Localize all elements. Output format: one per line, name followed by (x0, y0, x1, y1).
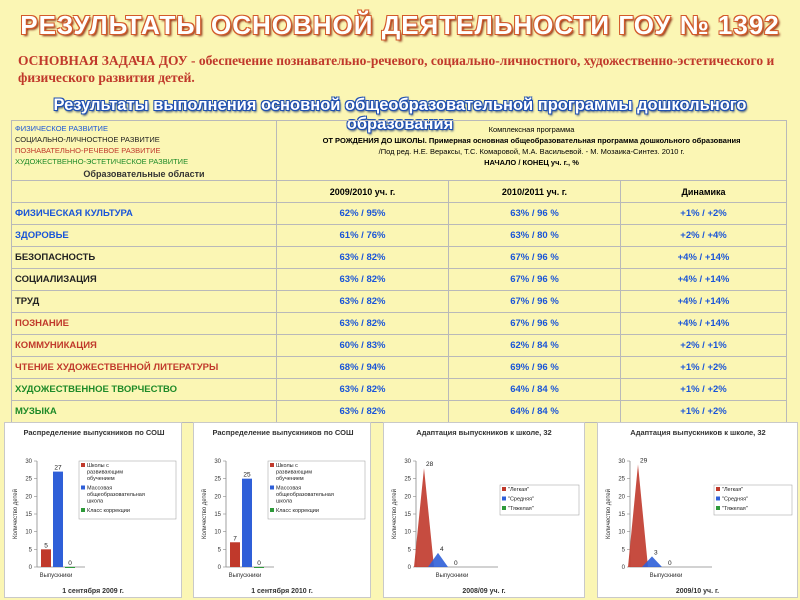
value-2010: 62% / 84 % (449, 335, 621, 357)
value-dynamics: +1% / +2% (621, 203, 787, 225)
value-dynamics: +2% / +4% (621, 225, 787, 247)
chart-panel-2009 (4, 422, 182, 598)
value-dynamics: +4% / +14% (621, 247, 787, 269)
area-cell: ХУДОЖЕСТВЕННОЕ ТВОРЧЕСТВО (12, 379, 277, 401)
x-axis-label: Выпускники (435, 573, 469, 579)
area-cell: ПОЗНАНИЕ (12, 313, 277, 335)
legend-swatch (81, 486, 85, 490)
areas-legend-cell (12, 121, 277, 181)
value-2010: 64% / 84 % (449, 379, 621, 401)
y-tick-label: 10 (25, 529, 32, 536)
value-2009: 63% / 82% (277, 269, 449, 291)
table-header-row-1 (12, 121, 787, 181)
chart-title: Адаптация выпускников к школе, 32 (416, 428, 552, 437)
section-subtitle: Результаты выполнения основной общеобразовательной программы дошкольного образования (53, 96, 747, 133)
bar (41, 549, 51, 567)
data-label: 7 (233, 535, 237, 543)
y-tick-label: 25 (25, 476, 32, 483)
legend-artistic: ХУДОЖЕСТВЕННО-ЭСТЕТИЧЕСКОЕ РАЗВИТИЕ (15, 157, 189, 166)
legend-entry: "Тяжелая" (508, 506, 534, 512)
chart-svg (194, 439, 370, 589)
legend-entry: Массовая общеобразовательная школа (87, 485, 145, 505)
value-2010: 63% / 80 % (449, 225, 621, 247)
y-tick-label: 0 (621, 565, 625, 571)
y-tick-label: 20 (25, 494, 32, 501)
y-tick-label: 15 (404, 512, 411, 518)
col-2009: 2009/2010 уч. г. (277, 181, 449, 203)
value-2009: 62% / 95% (277, 203, 449, 225)
program-line-3: /Под ред. Н.Е. Вераксы, Т.С. Комаровой, М.А. Васильевой. - М. Мозаика-Синтез. 2010 г. (378, 147, 685, 156)
value-2009: 63% / 82% (277, 291, 449, 313)
chart-footer: 1 сентября 2009 г. (62, 588, 124, 595)
chart-svg (5, 439, 181, 589)
table-row (12, 247, 787, 269)
table-row (12, 335, 787, 357)
page-title: РЕЗУЛЬТАТЫ ОСНОВНОЙ ДЕЯТЕЛЬНОСТИ ГОУ № 1392 (20, 10, 780, 40)
y-tick-label: 25 (214, 476, 221, 483)
value-dynamics: +2% / +1% (621, 335, 787, 357)
table-row (12, 401, 787, 423)
value-2010: 67% / 96 % (449, 269, 621, 291)
chart-svg (384, 439, 584, 589)
y-tick-label: 0 (28, 565, 32, 571)
chart-panel-adapt-2009 (597, 422, 798, 598)
value-2009: 63% / 82% (277, 401, 449, 423)
value-2009: 61% / 76% (277, 225, 449, 247)
value-2010: 63% / 96 % (449, 203, 621, 225)
area-peak (414, 468, 434, 567)
x-axis-label: Выпускники (649, 573, 683, 579)
legend-swatch (502, 497, 506, 501)
legend-swatch (716, 487, 720, 491)
area-cell: ТРУД (12, 291, 277, 313)
areas-header-spacer (12, 181, 277, 203)
table-row (12, 313, 787, 335)
chart-title: Распределение выпускников по СОШ (212, 428, 354, 437)
value-dynamics: +1% / +2% (621, 401, 787, 423)
area-cell: ФИЗИЧЕСКАЯ КУЛЬТУРА (12, 203, 277, 225)
legend-swatch (270, 463, 274, 467)
y-tick-label: 0 (407, 565, 411, 571)
y-tick-label: 30 (25, 459, 32, 465)
y-tick-label: 15 (25, 512, 32, 518)
table-row (12, 291, 787, 313)
data-label: 25 (243, 471, 251, 479)
y-tick-label: 20 (214, 494, 221, 501)
legend-entry: "Легкая" (722, 487, 744, 493)
data-label: 5 (44, 542, 48, 550)
value-dynamics: +4% / +14% (621, 291, 787, 313)
data-label: 0 (668, 560, 672, 567)
bar (254, 567, 264, 568)
data-label: 0 (257, 560, 261, 567)
value-2010: 67% / 96 % (449, 291, 621, 313)
legend-swatch (81, 463, 85, 467)
y-tick-label: 30 (618, 459, 625, 465)
program-cell (277, 121, 787, 181)
table-row (12, 203, 787, 225)
program-line-4: НАЧАЛО / КОНЕЦ уч. г., % (484, 158, 579, 167)
value-2009: 63% / 82% (277, 247, 449, 269)
y-tick-label: 5 (621, 547, 625, 554)
value-2009: 68% / 94% (277, 357, 449, 379)
y-tick-label: 15 (618, 512, 625, 518)
table-row (12, 379, 787, 401)
area-cell: ЧТЕНИЕ ХУДОЖЕСТВЕННОЙ ЛИТЕРАТУРЫ (12, 357, 277, 379)
value-2009: 63% / 82% (277, 379, 449, 401)
legend-swatch (270, 486, 274, 490)
y-tick-label: 5 (28, 547, 32, 554)
results-table (11, 120, 787, 423)
chart-footer: 1 сентября 2010 г. (251, 588, 313, 595)
value-dynamics: +1% / +2% (621, 379, 787, 401)
program-line-1: Комплексная программа (488, 125, 575, 134)
table-header-row-2 (12, 181, 787, 203)
legend-entry: Класс коррекции (87, 508, 130, 514)
y-tick-label: 10 (214, 529, 221, 536)
y-tick-label: 15 (214, 512, 221, 518)
y-tick-label: 20 (618, 494, 625, 501)
data-label: 27 (54, 464, 62, 472)
legend-swatch (81, 508, 85, 512)
chart-footer: 2009/10 уч. г. (675, 588, 720, 595)
y-tick-label: 25 (618, 476, 625, 483)
data-label: 3 (654, 549, 658, 557)
area-cell: СОЦИАЛИЗАЦИЯ (12, 269, 277, 291)
bar (230, 542, 240, 567)
legend-entry: Класс коррекции (276, 508, 319, 514)
table-body (12, 203, 787, 423)
legend-entry: "Средняя" (722, 496, 749, 503)
legend-swatch (270, 508, 274, 512)
legend-swatch (502, 506, 506, 510)
area-cell: ЗДОРОВЬЕ (12, 225, 277, 247)
areas-header: Образовательные области (83, 169, 205, 179)
data-label: 29 (640, 457, 648, 465)
value-2010: 67% / 96 % (449, 313, 621, 335)
data-label: 0 (454, 560, 458, 567)
col-dynamics: Динамика (621, 181, 787, 203)
y-axis-label: Количество детей (606, 489, 612, 539)
y-tick-label: 10 (404, 529, 411, 536)
chart-footer: 2008/09 уч. г. (462, 588, 506, 595)
table-row (12, 269, 787, 291)
col-2010: 2010/2011 уч. г. (449, 181, 621, 203)
legend-entry: "Легкая" (508, 487, 530, 493)
value-dynamics: +1% / +2% (621, 357, 787, 379)
legend-social: СОЦИАЛЬНО-ЛИЧНОСТНОЕ РАЗВИТИЕ (15, 135, 160, 144)
area-peak (628, 465, 648, 567)
y-tick-label: 5 (217, 547, 221, 554)
value-2010: 64% / 84 % (449, 401, 621, 423)
legend-physical: ФИЗИЧЕСКОЕ РАЗВИТИЕ (15, 124, 108, 133)
chart-svg (598, 439, 797, 589)
legend-swatch (716, 497, 720, 501)
chart-title: Распределение выпускников по СОШ (23, 428, 165, 437)
chart-title: Адаптация выпускников к школе, 32 (630, 428, 766, 437)
y-tick-label: 20 (404, 494, 411, 501)
legend-entry: "Тяжелая" (722, 506, 748, 512)
legend-swatch (502, 487, 506, 491)
area-cell: БЕЗОПАСНОСТЬ (12, 247, 277, 269)
x-axis-label: Выпускники (39, 573, 73, 579)
legend-swatch (716, 506, 720, 510)
value-2009: 63% / 82% (277, 313, 449, 335)
y-tick-label: 25 (404, 476, 411, 483)
legend-entry: Школы с развивающим обучением (87, 463, 123, 482)
table-row (12, 225, 787, 247)
data-label: 4 (440, 545, 444, 553)
y-axis-label: Количество детей (392, 489, 398, 539)
value-2010: 69% / 96 % (449, 357, 621, 379)
bar (65, 567, 75, 568)
y-tick-label: 0 (217, 565, 221, 571)
y-axis-label: Количество детей (202, 489, 208, 539)
y-tick-label: 30 (214, 459, 221, 465)
value-2010: 67% / 96 % (449, 247, 621, 269)
chart-panel-adapt-2008 (383, 422, 585, 598)
value-2009: 60% / 83% (277, 335, 449, 357)
legend-cognitive: ПОЗНАВАТЕЛЬНО-РЕЧЕВОЕ РАЗВИТИЕ (15, 146, 161, 155)
y-tick-label: 10 (618, 529, 625, 536)
y-tick-label: 5 (407, 547, 411, 554)
chart-panel-2010 (193, 422, 371, 598)
legend-entry: Массовая общеобразовательная школа (276, 485, 334, 505)
legend-entry: Школы с развивающим обучением (276, 463, 312, 482)
y-tick-label: 30 (404, 459, 411, 465)
y-axis-label: Количество детей (13, 489, 19, 539)
x-axis-label: Выпускники (228, 573, 262, 579)
table-row (12, 357, 787, 379)
value-dynamics: +4% / +14% (621, 313, 787, 335)
main-task-text: ОСНОВНАЯ ЗАДАЧА ДОУ - обеспечение познавательно-речевого, социально-личностного, художественно-эстетического и физического развития детей. (18, 53, 775, 85)
bar (53, 472, 63, 567)
program-line-2: ОТ РОЖДЕНИЯ ДО ШКОЛЫ. Примерная основная общеобразовательная программа дошкольного образования (322, 136, 741, 145)
data-label: 0 (68, 560, 72, 567)
value-dynamics: +4% / +14% (621, 269, 787, 291)
area-cell: КОММУНИКАЦИЯ (12, 335, 277, 357)
bar (242, 479, 252, 567)
legend-entry: "Средняя" (508, 496, 535, 503)
area-cell: МУЗЫКА (12, 401, 277, 423)
data-label: 28 (426, 461, 434, 469)
